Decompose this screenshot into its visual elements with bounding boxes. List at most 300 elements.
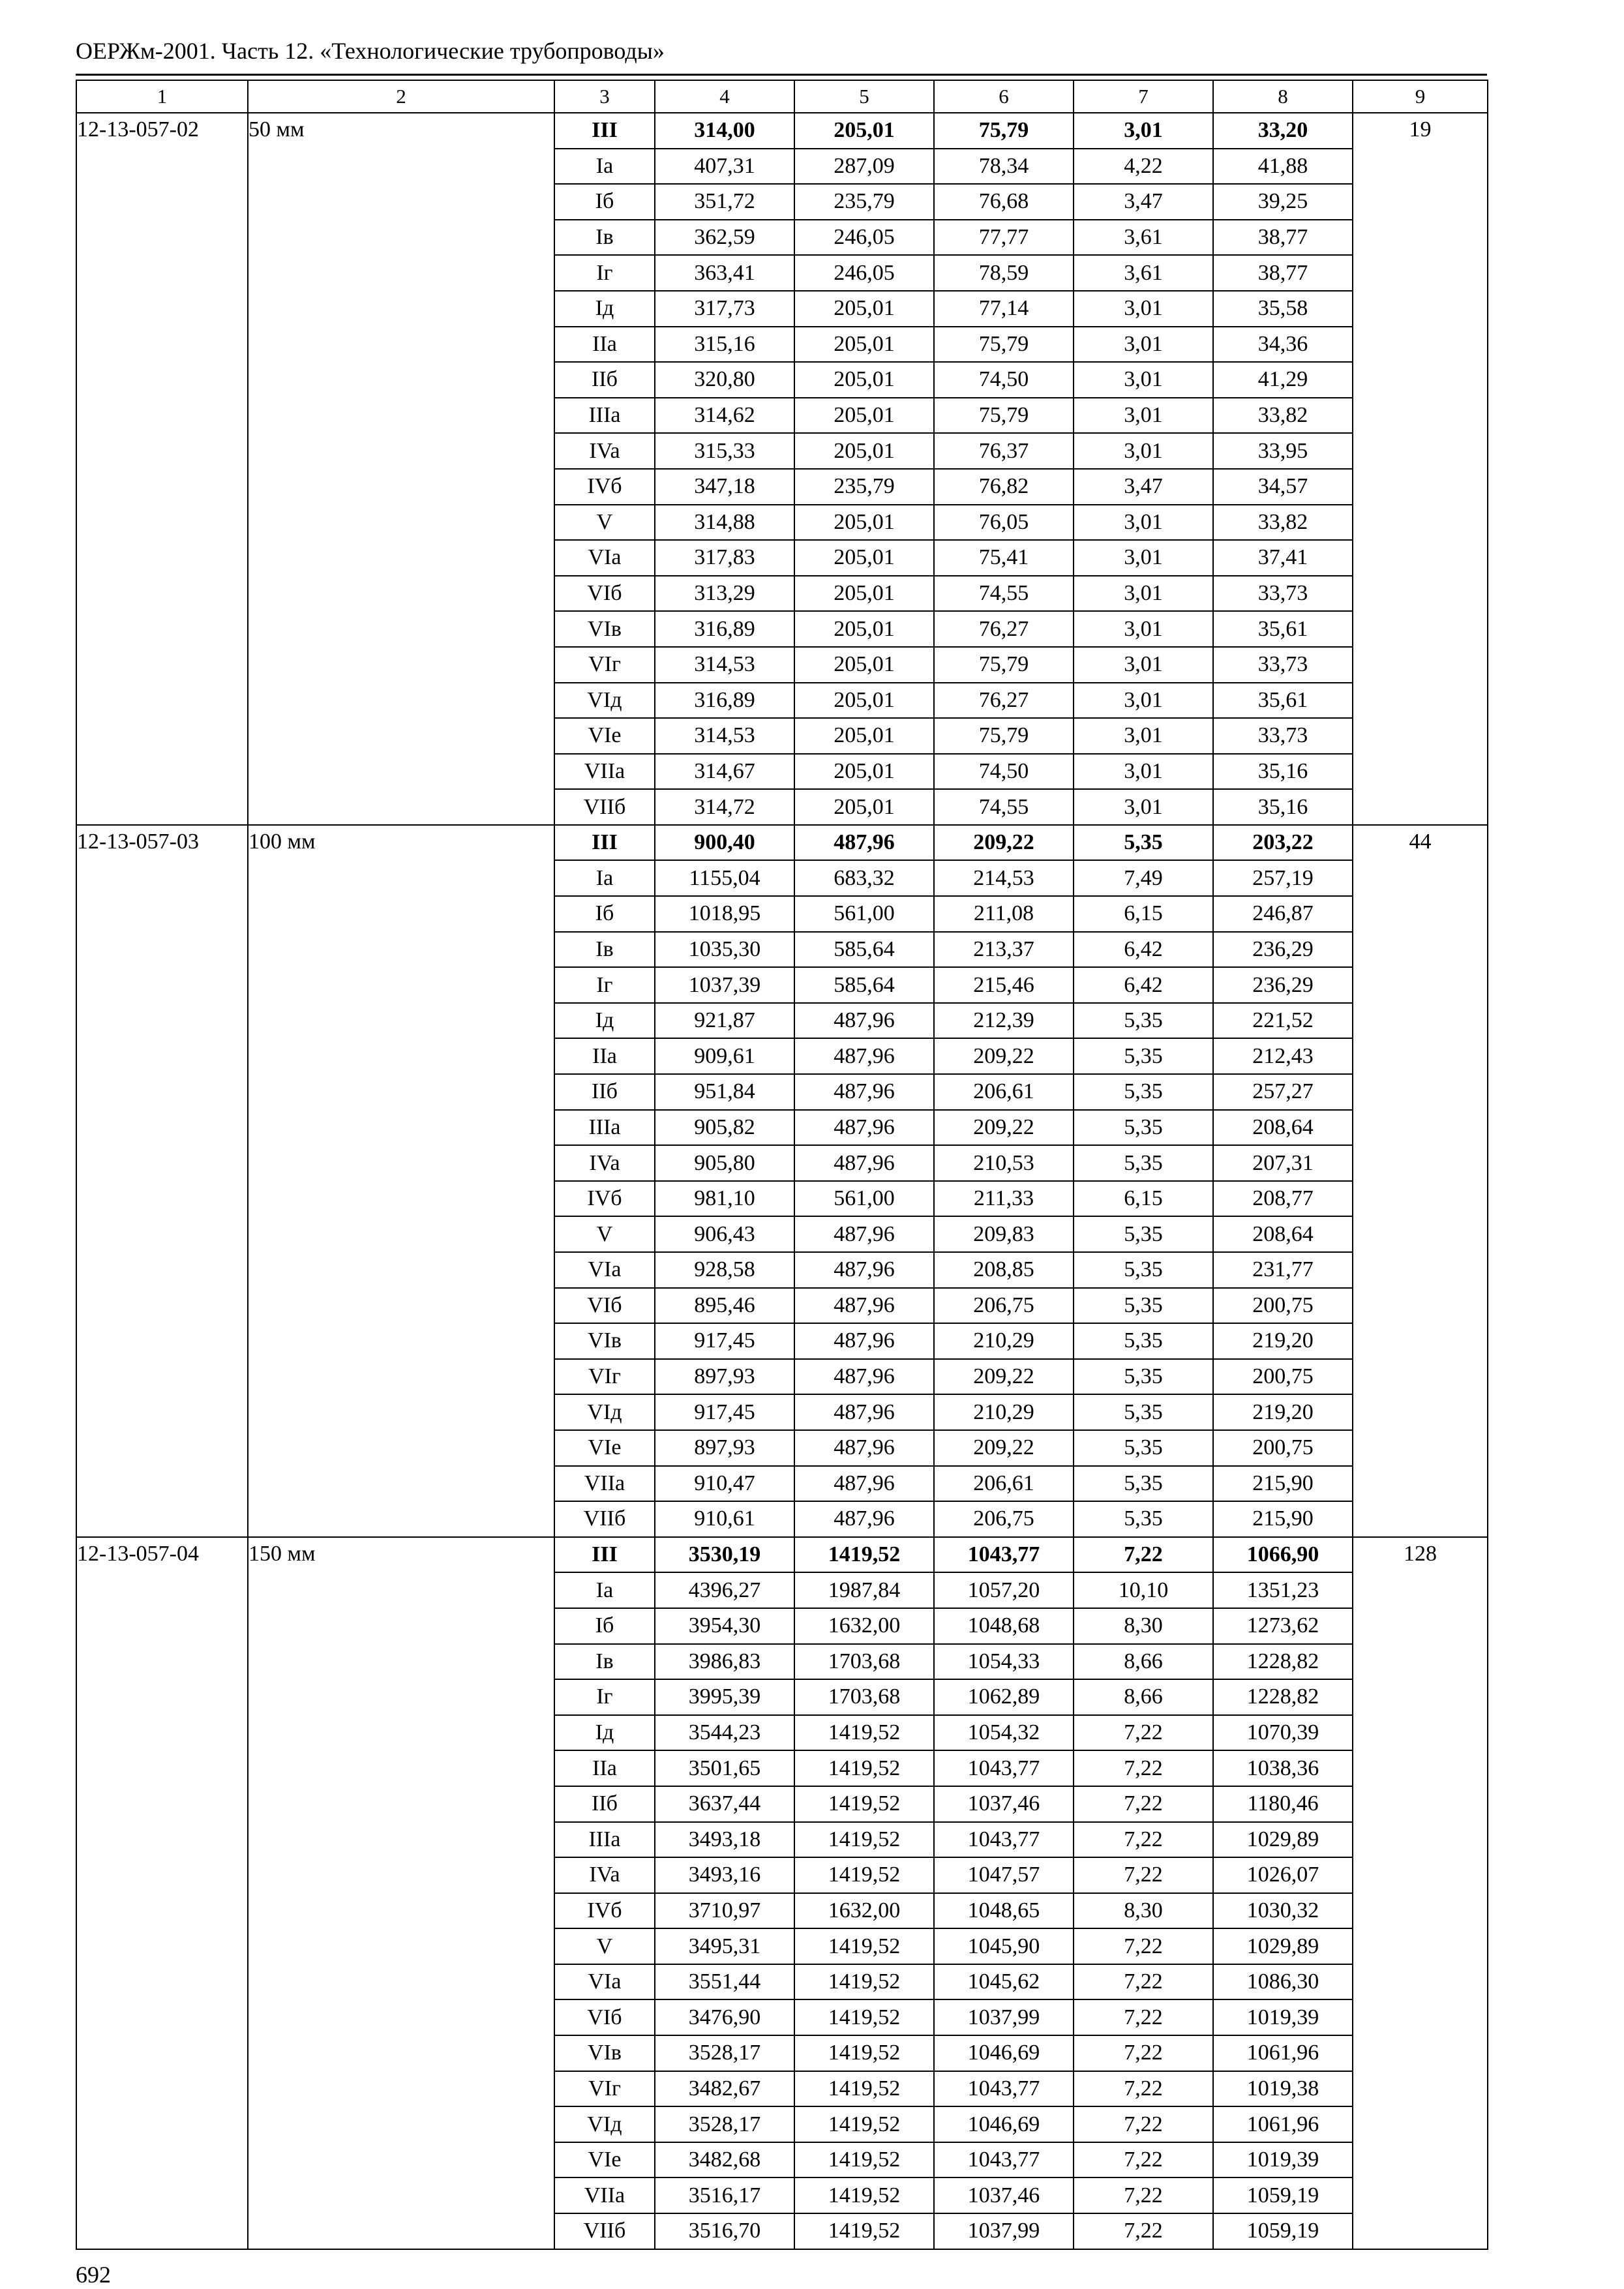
value-cell: 206,75 [934, 1288, 1074, 1324]
variant-cell: IIIa [554, 1822, 655, 1858]
value-cell: 316,89 [655, 611, 794, 647]
variant-cell: VIa [554, 1252, 655, 1288]
variant-cell: VIг [554, 647, 655, 683]
column-header: 6 [934, 80, 1074, 113]
value-cell: 205,01 [794, 611, 934, 647]
variant-cell: III [554, 113, 655, 149]
value-cell: 1030,32 [1213, 1893, 1353, 1929]
value-cell: 77,14 [934, 291, 1074, 327]
value-cell: 205,01 [794, 291, 934, 327]
value-cell: 3493,16 [655, 1857, 794, 1893]
value-cell: 7,22 [1074, 2106, 1213, 2142]
value-cell: 78,59 [934, 255, 1074, 291]
value-cell: 212,43 [1213, 1038, 1353, 1074]
value-cell: 3,01 [1074, 327, 1213, 363]
value-cell: 1228,82 [1213, 1644, 1353, 1680]
column-header: 4 [655, 80, 794, 113]
value-cell: 1037,39 [655, 967, 794, 1003]
value-cell: 33,82 [1213, 398, 1353, 434]
column-header: 3 [554, 80, 655, 113]
value-cell: 487,96 [794, 1288, 934, 1324]
variant-cell: IVб [554, 469, 655, 505]
value-cell: 7,22 [1074, 2035, 1213, 2071]
value-cell: 487,96 [794, 1430, 934, 1466]
value-cell: 487,96 [794, 1323, 934, 1359]
rate-code: 12-13-057-02 [76, 113, 248, 825]
value-cell: 75,79 [934, 647, 1074, 683]
variant-cell: VIIa [554, 2177, 655, 2213]
page-header: ОЕРЖм-2001. Часть 12. «Технологические трубопроводы» [76, 38, 665, 64]
value-cell: 314,53 [655, 647, 794, 683]
variant-cell: Ia [554, 149, 655, 185]
value-cell: 3637,44 [655, 1786, 794, 1822]
value-cell: 38,77 [1213, 220, 1353, 256]
value-cell: 487,96 [794, 1074, 934, 1110]
value-cell: 905,82 [655, 1110, 794, 1146]
value-cell: 3482,67 [655, 2071, 794, 2107]
value-cell: 246,05 [794, 255, 934, 291]
value-cell: 3501,65 [655, 1750, 794, 1786]
value-cell: 8,30 [1074, 1608, 1213, 1644]
value-cell: 1046,69 [934, 2106, 1074, 2142]
value-cell: 41,88 [1213, 149, 1353, 185]
value-cell: 909,61 [655, 1038, 794, 1074]
value-cell: 209,22 [934, 1430, 1074, 1466]
value-cell: 5,35 [1074, 1288, 1213, 1324]
value-cell: 7,22 [1074, 2071, 1213, 2107]
value-cell: 214,53 [934, 860, 1074, 896]
value-cell: 7,22 [1074, 1786, 1213, 1822]
value-cell: 487,96 [794, 1038, 934, 1074]
variant-cell: IIa [554, 327, 655, 363]
value-cell: 313,29 [655, 576, 794, 612]
value-cell: 5,35 [1074, 1216, 1213, 1252]
value-cell: 314,00 [655, 113, 794, 149]
value-cell: 4396,27 [655, 1572, 794, 1608]
value-cell: 314,72 [655, 789, 794, 825]
variant-cell: Iб [554, 184, 655, 220]
value-cell: 206,75 [934, 1501, 1074, 1537]
variant-cell: IVa [554, 1857, 655, 1893]
value-cell: 1419,52 [794, 1715, 934, 1751]
value-cell: 487,96 [794, 1216, 934, 1252]
value-cell: 33,73 [1213, 576, 1353, 612]
value-cell: 1059,19 [1213, 2177, 1353, 2213]
variant-cell: IIIa [554, 1110, 655, 1146]
value-cell: 315,33 [655, 433, 794, 469]
value-cell: 3530,19 [655, 1537, 794, 1573]
value-cell: 3,01 [1074, 611, 1213, 647]
value-cell: 1037,46 [934, 1786, 1074, 1822]
variant-cell: VIa [554, 1964, 655, 2000]
variant-cell: Ia [554, 1572, 655, 1608]
value-cell: 1632,00 [794, 1608, 934, 1644]
value-cell: 235,79 [794, 184, 934, 220]
value-cell: 221,52 [1213, 1003, 1353, 1039]
variant-cell: VIe [554, 718, 655, 754]
value-cell: 6,42 [1074, 932, 1213, 968]
value-cell: 1043,77 [934, 1822, 1074, 1858]
column-header: 1 [76, 80, 248, 113]
variant-cell: Iв [554, 1644, 655, 1680]
value-cell: 208,85 [934, 1252, 1074, 1288]
value-cell: 5,35 [1074, 1501, 1213, 1537]
value-cell: 3528,17 [655, 2106, 794, 2142]
value-cell: 917,45 [655, 1394, 794, 1430]
value-cell: 219,20 [1213, 1394, 1353, 1430]
value-cell: 5,35 [1074, 1323, 1213, 1359]
value-cell: 1066,90 [1213, 1537, 1353, 1573]
value-cell: 7,22 [1074, 2213, 1213, 2249]
value-cell: 561,00 [794, 896, 934, 932]
variant-cell: VIб [554, 576, 655, 612]
value-cell: 74,50 [934, 754, 1074, 790]
value-cell: 1228,82 [1213, 1679, 1353, 1715]
value-cell: 33,82 [1213, 505, 1353, 541]
value-cell: 905,80 [655, 1145, 794, 1181]
value-cell: 208,64 [1213, 1216, 1353, 1252]
value-cell: 8,66 [1074, 1679, 1213, 1715]
variant-cell: IIa [554, 1750, 655, 1786]
value-cell: 316,89 [655, 683, 794, 719]
value-cell: 320,80 [655, 362, 794, 398]
variant-cell: IVa [554, 433, 655, 469]
value-cell: 209,22 [934, 1359, 1074, 1395]
value-cell: 3,01 [1074, 505, 1213, 541]
value-cell: 407,31 [655, 149, 794, 185]
rates-table [76, 80, 1488, 2250]
value-cell: 3,01 [1074, 540, 1213, 576]
value-cell: 1026,07 [1213, 1857, 1353, 1893]
variant-cell: VIIa [554, 1466, 655, 1502]
value-cell: 287,09 [794, 149, 934, 185]
variant-cell: IVб [554, 1893, 655, 1929]
value-cell: 347,18 [655, 469, 794, 505]
value-cell: 487,96 [794, 1110, 934, 1146]
pipe-diameter: 100 мм [248, 825, 554, 1537]
variant-cell: V [554, 1216, 655, 1252]
table-body [76, 113, 1488, 2249]
value-cell: 3,01 [1074, 718, 1213, 754]
value-cell: 3,01 [1074, 683, 1213, 719]
value-cell: 34,36 [1213, 327, 1353, 363]
value-cell: 205,01 [794, 683, 934, 719]
value-cell: 585,64 [794, 967, 934, 1003]
value-cell: 209,83 [934, 1216, 1074, 1252]
value-cell: 1419,52 [794, 1822, 934, 1858]
value-cell: 897,93 [655, 1359, 794, 1395]
value-cell: 5,35 [1074, 1074, 1213, 1110]
value-cell: 5,35 [1074, 1394, 1213, 1430]
value-cell: 5,35 [1074, 1430, 1213, 1466]
value-cell: 33,95 [1213, 433, 1353, 469]
value-cell: 74,55 [934, 576, 1074, 612]
value-cell: 1419,52 [794, 1857, 934, 1893]
variant-cell: Iб [554, 1608, 655, 1644]
value-cell: 208,77 [1213, 1181, 1353, 1217]
variant-cell: VIд [554, 683, 655, 719]
value-cell: 1019,38 [1213, 2071, 1353, 2107]
value-cell: 33,73 [1213, 647, 1353, 683]
value-cell: 215,90 [1213, 1501, 1353, 1537]
value-cell: 5,35 [1074, 1145, 1213, 1181]
variant-cell: IIб [554, 362, 655, 398]
value-cell: 7,22 [1074, 1857, 1213, 1893]
value-cell: 900,40 [655, 825, 794, 861]
value-cell: 1019,39 [1213, 1999, 1353, 2035]
value-cell: 561,00 [794, 1181, 934, 1217]
variant-cell: Iг [554, 967, 655, 1003]
value-cell: 205,01 [794, 647, 934, 683]
value-cell: 207,31 [1213, 1145, 1353, 1181]
value-cell: 3,01 [1074, 362, 1213, 398]
variant-cell: IIб [554, 1786, 655, 1822]
value-cell: 38,77 [1213, 255, 1353, 291]
column-header: 8 [1213, 80, 1353, 113]
value-cell: 236,29 [1213, 932, 1353, 968]
value-cell: 1419,52 [794, 1928, 934, 1964]
page-number: 692 [76, 2262, 111, 2288]
value-cell: 75,41 [934, 540, 1074, 576]
variant-cell: III [554, 1537, 655, 1573]
value-cell: 1043,77 [934, 2071, 1074, 2107]
value-cell: 1043,77 [934, 1750, 1074, 1786]
value-cell: 3544,23 [655, 1715, 794, 1751]
variant-cell: VIe [554, 2142, 655, 2178]
value-cell: 205,01 [794, 362, 934, 398]
variant-cell: VIб [554, 1288, 655, 1324]
value-cell: 683,32 [794, 860, 934, 896]
column-header: 7 [1074, 80, 1213, 113]
value-cell: 6,15 [1074, 1181, 1213, 1217]
value-cell: 1054,33 [934, 1644, 1074, 1680]
value-cell: 317,83 [655, 540, 794, 576]
value-cell: 1419,52 [794, 1537, 934, 1573]
variant-cell: Iг [554, 255, 655, 291]
value-cell: 200,75 [1213, 1288, 1353, 1324]
value-cell: 213,37 [934, 932, 1074, 968]
value-cell: 314,62 [655, 398, 794, 434]
table-row [76, 1537, 1488, 1573]
variant-cell: Iд [554, 1003, 655, 1039]
value-cell: 1043,77 [934, 2142, 1074, 2178]
value-cell: 35,58 [1213, 291, 1353, 327]
value-cell: 7,22 [1074, 1715, 1213, 1751]
value-cell: 351,72 [655, 184, 794, 220]
value-cell: 1045,90 [934, 1928, 1074, 1964]
value-cell: 77,77 [934, 220, 1074, 256]
variant-cell: IIa [554, 1038, 655, 1074]
value-cell: 205,01 [794, 789, 934, 825]
value-cell: 314,88 [655, 505, 794, 541]
variant-cell: Iв [554, 932, 655, 968]
value-cell: 219,20 [1213, 1323, 1353, 1359]
value-cell: 35,16 [1213, 789, 1353, 825]
value-cell: 7,22 [1074, 1999, 1213, 2035]
value-cell: 1018,95 [655, 896, 794, 932]
value-cell: 1419,52 [794, 2071, 934, 2107]
value-cell: 205,01 [794, 398, 934, 434]
value-cell: 895,46 [655, 1288, 794, 1324]
column-9-value: 128 [1353, 1537, 1488, 2249]
value-cell: 3482,68 [655, 2142, 794, 2178]
variant-cell: VIa [554, 540, 655, 576]
value-cell: 209,22 [934, 1110, 1074, 1146]
value-cell: 1043,77 [934, 1537, 1074, 1573]
value-cell: 257,27 [1213, 1074, 1353, 1110]
value-cell: 3,01 [1074, 754, 1213, 790]
value-cell: 1037,46 [934, 2177, 1074, 2213]
value-cell: 7,22 [1074, 1822, 1213, 1858]
value-cell: 1419,52 [794, 2035, 934, 2071]
value-cell: 1029,89 [1213, 1822, 1353, 1858]
value-cell: 3476,90 [655, 1999, 794, 2035]
variant-cell: III [554, 825, 655, 861]
value-cell: 5,35 [1074, 825, 1213, 861]
variant-cell: VIIa [554, 754, 655, 790]
value-cell: 1057,20 [934, 1572, 1074, 1608]
value-cell: 3,61 [1074, 220, 1213, 256]
value-cell: 8,30 [1074, 1893, 1213, 1929]
value-cell: 1048,65 [934, 1893, 1074, 1929]
column-number-row [76, 80, 1488, 113]
value-cell: 3,47 [1074, 184, 1213, 220]
value-cell: 1180,46 [1213, 1786, 1353, 1822]
value-cell: 34,57 [1213, 469, 1353, 505]
value-cell: 1351,23 [1213, 1572, 1353, 1608]
value-cell: 1419,52 [794, 2142, 934, 2178]
value-cell: 487,96 [794, 1466, 934, 1502]
value-cell: 910,47 [655, 1466, 794, 1502]
value-cell: 3528,17 [655, 2035, 794, 2071]
value-cell: 3,01 [1074, 398, 1213, 434]
variant-cell: V [554, 505, 655, 541]
variant-cell: Iг [554, 1679, 655, 1715]
value-cell: 917,45 [655, 1323, 794, 1359]
value-cell: 7,22 [1074, 2177, 1213, 2213]
variant-cell: VIIб [554, 2213, 655, 2249]
variant-cell: IVб [554, 1181, 655, 1217]
value-cell: 246,87 [1213, 896, 1353, 932]
value-cell: 897,93 [655, 1430, 794, 1466]
value-cell: 206,61 [934, 1466, 1074, 1502]
pipe-diameter: 50 мм [248, 113, 554, 825]
column-9-value: 44 [1353, 825, 1488, 1537]
variant-cell: VIг [554, 2071, 655, 2107]
value-cell: 10,10 [1074, 1572, 1213, 1608]
value-cell: 74,50 [934, 362, 1074, 398]
value-cell: 1038,36 [1213, 1750, 1353, 1786]
value-cell: 78,34 [934, 149, 1074, 185]
value-cell: 205,01 [794, 327, 934, 363]
value-cell: 3516,17 [655, 2177, 794, 2213]
variant-cell: VIв [554, 611, 655, 647]
value-cell: 206,61 [934, 1074, 1074, 1110]
value-cell: 3710,97 [655, 1893, 794, 1929]
variant-cell: VIб [554, 1999, 655, 2035]
value-cell: 3,47 [1074, 469, 1213, 505]
value-cell: 200,75 [1213, 1359, 1353, 1395]
value-cell: 3516,70 [655, 2213, 794, 2249]
table-row [76, 113, 1488, 149]
value-cell: 208,64 [1213, 1110, 1353, 1146]
value-cell: 215,46 [934, 967, 1074, 1003]
value-cell: 3495,31 [655, 1928, 794, 1964]
value-cell: 906,43 [655, 1216, 794, 1252]
value-cell: 7,22 [1074, 1750, 1213, 1786]
value-cell: 1419,52 [794, 2106, 934, 2142]
value-cell: 1061,96 [1213, 2035, 1353, 2071]
value-cell: 487,96 [794, 1003, 934, 1039]
value-cell: 76,37 [934, 433, 1074, 469]
value-cell: 75,79 [934, 718, 1074, 754]
value-cell: 205,01 [794, 718, 934, 754]
value-cell: 1070,39 [1213, 1715, 1353, 1751]
value-cell: 35,61 [1213, 683, 1353, 719]
rate-code: 12-13-057-03 [76, 825, 248, 1537]
value-cell: 363,41 [655, 255, 794, 291]
value-cell: 5,35 [1074, 1359, 1213, 1395]
value-cell: 33,73 [1213, 718, 1353, 754]
value-cell: 205,01 [794, 505, 934, 541]
value-cell: 209,22 [934, 825, 1074, 861]
value-cell: 487,96 [794, 1359, 934, 1395]
value-cell: 487,96 [794, 1145, 934, 1181]
value-cell: 205,01 [794, 433, 934, 469]
value-cell: 76,05 [934, 505, 1074, 541]
variant-cell: VIe [554, 1430, 655, 1466]
variant-cell: VIIб [554, 1501, 655, 1537]
value-cell: 362,59 [655, 220, 794, 256]
variant-cell: IIIa [554, 398, 655, 434]
value-cell: 1987,84 [794, 1572, 934, 1608]
column-header: 5 [794, 80, 934, 113]
value-cell: 210,53 [934, 1145, 1074, 1181]
variant-cell: VIг [554, 1359, 655, 1395]
value-cell: 1029,89 [1213, 1928, 1353, 1964]
value-cell: 210,29 [934, 1323, 1074, 1359]
value-cell: 1703,68 [794, 1644, 934, 1680]
table-row [76, 825, 1488, 861]
value-cell: 236,29 [1213, 967, 1353, 1003]
value-cell: 205,01 [794, 754, 934, 790]
variant-cell: V [554, 1928, 655, 1964]
value-cell: 981,10 [655, 1181, 794, 1217]
value-cell: 211,33 [934, 1181, 1074, 1217]
value-cell: 7,49 [1074, 860, 1213, 896]
value-cell: 7,22 [1074, 1964, 1213, 2000]
value-cell: 3,01 [1074, 113, 1213, 149]
variant-cell: Iд [554, 1715, 655, 1751]
variant-cell: VIд [554, 1394, 655, 1430]
variant-cell: IVa [554, 1145, 655, 1181]
value-cell: 3986,83 [655, 1644, 794, 1680]
value-cell: 7,22 [1074, 1928, 1213, 1964]
value-cell: 212,39 [934, 1003, 1074, 1039]
value-cell: 1632,00 [794, 1893, 934, 1929]
value-cell: 75,79 [934, 398, 1074, 434]
value-cell: 1035,30 [655, 932, 794, 968]
variant-cell: Ia [554, 860, 655, 896]
value-cell: 3493,18 [655, 1822, 794, 1858]
value-cell: 1062,89 [934, 1679, 1074, 1715]
column-9-value: 19 [1353, 113, 1488, 825]
value-cell: 3551,44 [655, 1964, 794, 2000]
header-rule [76, 74, 1487, 76]
value-cell: 487,96 [794, 1501, 934, 1537]
variant-cell: VIд [554, 2106, 655, 2142]
value-cell: 1045,62 [934, 1964, 1074, 2000]
